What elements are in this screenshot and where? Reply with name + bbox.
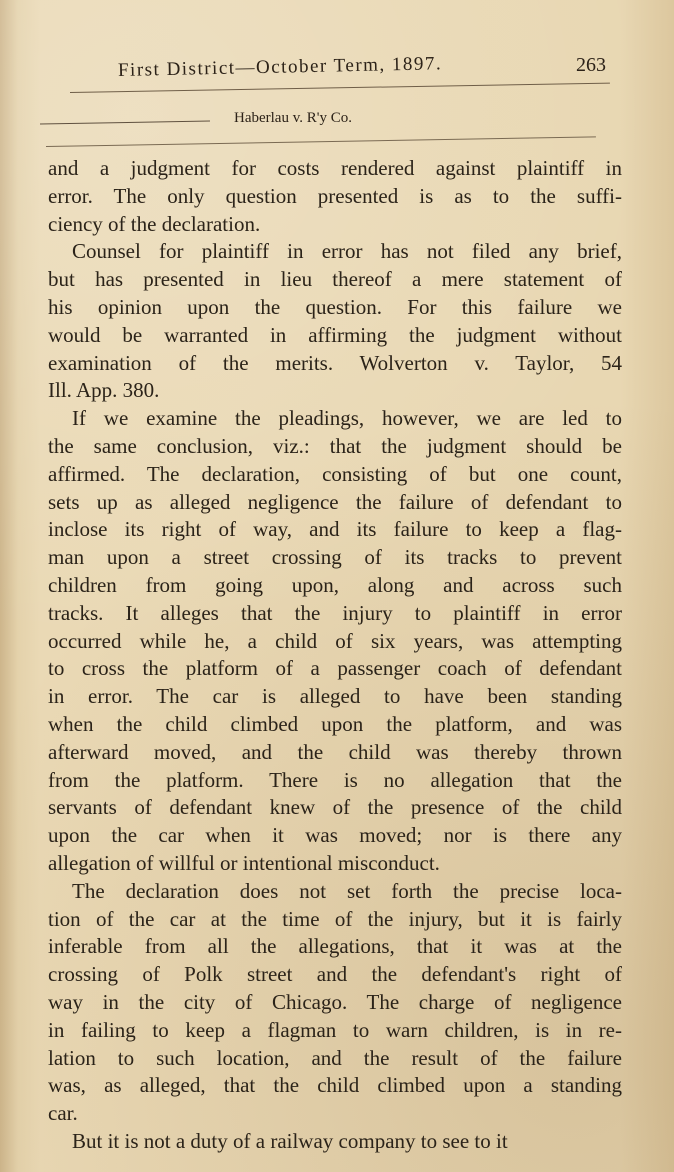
- text-line: way in the city of Chicago. The charge of negligence: [48, 989, 622, 1014]
- text-line: servants of defendant knew of the presence of the child: [48, 795, 622, 820]
- page-number: 263: [576, 54, 606, 76]
- text-line: Ill. App. 380.: [48, 378, 160, 403]
- text-line: would be warranted in affirming the judgment without: [48, 322, 622, 347]
- text-line: his opinion upon the question. For this failure we: [48, 294, 622, 319]
- text-line: upon the car when it was moved; nor is there any: [48, 823, 622, 848]
- text-line: crossing of Polk street and the defendant's right of: [48, 962, 622, 987]
- case-title: Haberlau v. R'y Co.: [234, 110, 352, 126]
- text-line: ciency of the declaration.: [48, 211, 261, 236]
- text-line: Counsel for plaintiff in error has not filed any brief,: [72, 239, 622, 264]
- text-line: The declaration does not set forth the precise loca-: [72, 878, 622, 903]
- text-line: car.: [48, 1101, 78, 1126]
- caption-dash: [40, 121, 210, 125]
- text-line: If we examine the pleadings, however, we are led to: [72, 406, 622, 431]
- text-line: tracks. It alleges that the injury to plaintiff in error: [48, 600, 622, 625]
- text-line: sets up as alleged negligence the failure of defendant to: [48, 489, 622, 514]
- text-line: inclose its right of way, and its failure to keep a flag-: [48, 517, 622, 542]
- text-line: in failing to keep a flagman to warn children, is in re-: [48, 1017, 622, 1042]
- text-line: to cross the platform of a passenger coach of defendant: [48, 656, 622, 681]
- text-line: tion of the car at the time of the injury, but it is fairly: [48, 906, 622, 931]
- text-line: allegation of willful or intentional misconduct.: [48, 850, 440, 875]
- text-line: in error. The car is alleged to have been standing: [48, 684, 622, 709]
- text-line: examination of the merits. Wolverton v. Taylor, 54: [48, 350, 622, 375]
- text-line: But it is not a duty of a railway company to see to it: [72, 1128, 508, 1153]
- text-line: afterward moved, and the child was thereby thrown: [48, 739, 622, 764]
- text-line: from the platform. There is no allegation that the: [48, 767, 622, 792]
- text-line: occurred while he, a child of six years, was attempting: [48, 628, 622, 653]
- text-line: children from going upon, along and across such: [48, 572, 622, 597]
- text-line: inferable from all the allegations, that it was at the: [48, 934, 622, 959]
- text-line: and a judgment for costs rendered against plaintiff in: [48, 156, 622, 180]
- case-caption: [40, 110, 600, 132]
- text-line: error. The only question presented is as to the suffi-: [48, 183, 622, 208]
- caption-rule: [46, 136, 596, 147]
- text-line: lation to such location, and the result of the failure: [48, 1045, 622, 1070]
- text-line: man upon a street crossing of its tracks to prevent: [48, 545, 622, 570]
- text-line: when the child climbed upon the platform, and was: [48, 711, 622, 736]
- running-title: First District—October Term, 1897.: [117, 53, 443, 81]
- text-line: affirmed. The declaration, consisting of but one count,: [48, 461, 622, 486]
- text-line: the same conclusion, viz.: that the judgment should be: [48, 433, 622, 458]
- text-line: but has presented in lieu thereof a mere statement of: [48, 267, 622, 292]
- opinion-text: [48, 155, 622, 1156]
- text-line: was, as alleged, that the child climbed upon a standing: [48, 1073, 622, 1098]
